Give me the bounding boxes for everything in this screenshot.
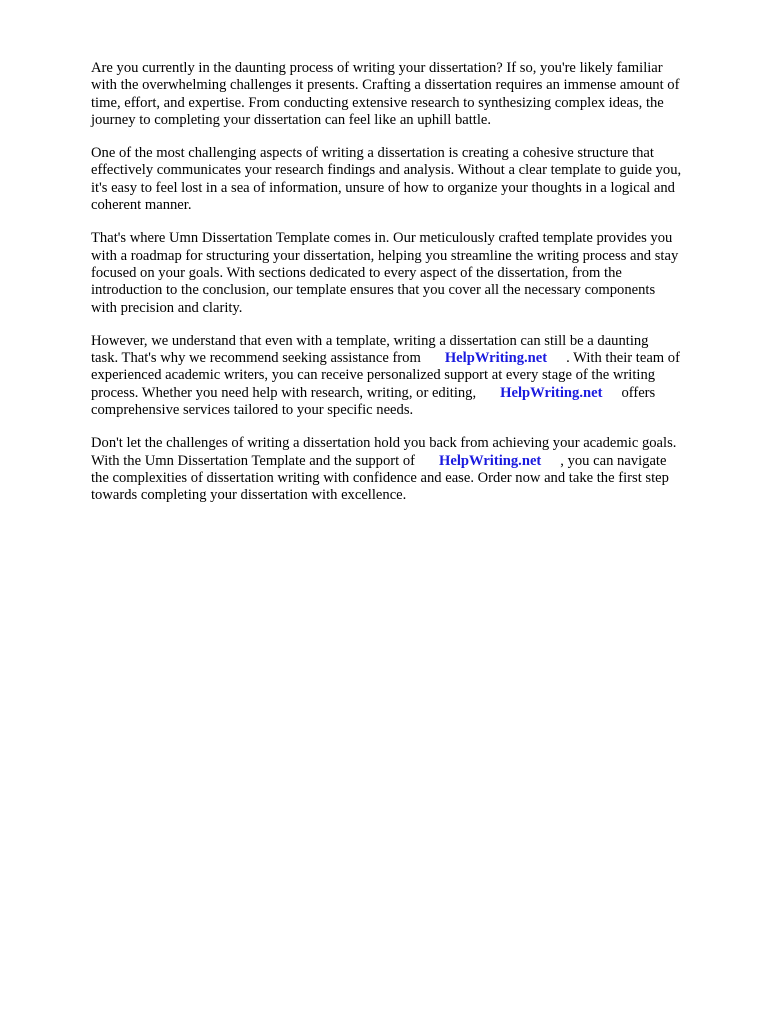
text-fragment: . With their team of <box>566 350 680 367</box>
text-line: coherent manner. <box>91 197 192 214</box>
text-line: time, effort, and expertise. From conducting extensive research to synthesizing complex ideas, the <box>91 94 664 111</box>
text-line: focused on your goals. With sections dedicated to every aspect of the dissertation, from the <box>91 264 622 281</box>
text-line: However, we understand that even with a template, writing a dissertation can still be a daunting <box>91 332 649 349</box>
text-line: One of the most challenging aspects of writing a dissertation is creating a cohesive structure that <box>91 145 654 162</box>
text-line: experienced academic writers, you can receive personalized support at every stage of the writing <box>91 367 656 384</box>
text-line: towards completing your dissertation with excellence. <box>91 487 407 504</box>
text-line: introduction to the conclusion, our template ensures that you cover all the necessary components <box>91 282 656 299</box>
text-fragment: , you can navigate <box>560 452 667 469</box>
text-line: comprehensive services tailored to your specific needs. <box>91 402 414 419</box>
text-line: with precision and clarity. <box>91 299 243 316</box>
paragraph-template <box>91 230 723 316</box>
text-fragment: task. That's why we recommend seeking assistance from <box>91 350 421 367</box>
paragraph-intro <box>91 60 723 129</box>
text-line: the complexities of dissertation writing with confidence and ease. Order now and take the first step <box>91 469 669 486</box>
text-line <box>91 350 723 367</box>
helpwriting-link[interactable]: HelpWriting.net <box>500 384 603 401</box>
text-fragment: With the Umn Dissertation Template and the support of <box>91 452 415 469</box>
text-line: Are you currently in the daunting process of writing your dissertation? If so, you're likely familiar <box>91 60 663 76</box>
text-line <box>91 453 723 470</box>
text-line: with a roadmap for structuring your dissertation, helping you streamline the writing process and stay <box>91 247 679 264</box>
text-fragment: process. Whether you need help with research, writing, or editing, <box>91 384 477 401</box>
text-line: Don't let the challenges of writing a dissertation hold you back from achieving your academic goals. <box>91 435 677 452</box>
text-line <box>91 385 723 402</box>
document-page <box>91 60 723 521</box>
paragraph-challenges <box>91 145 723 214</box>
helpwriting-link[interactable]: HelpWriting.net <box>444 350 548 367</box>
text-line: with the overwhelming challenges it presents. Crafting a dissertation requires an immense amount of <box>91 77 680 94</box>
helpwriting-link[interactable]: HelpWriting.net <box>438 452 542 469</box>
text-line: it's easy to feel lost in a sea of information, unsure of how to organize your thoughts in a logical and <box>91 179 675 196</box>
paragraph-assistance <box>91 333 723 419</box>
text-fragment: offers <box>621 384 656 401</box>
paragraph-closing <box>91 435 723 504</box>
text-line: journey to completing your dissertation can feel like an uphill battle. <box>91 111 492 128</box>
text-line: That's where Umn Dissertation Template comes in. Our meticulously crafted template provides you <box>91 230 673 247</box>
text-line: effectively communicates your research findings and analysis. Without a clear template to guide you, <box>91 162 682 179</box>
